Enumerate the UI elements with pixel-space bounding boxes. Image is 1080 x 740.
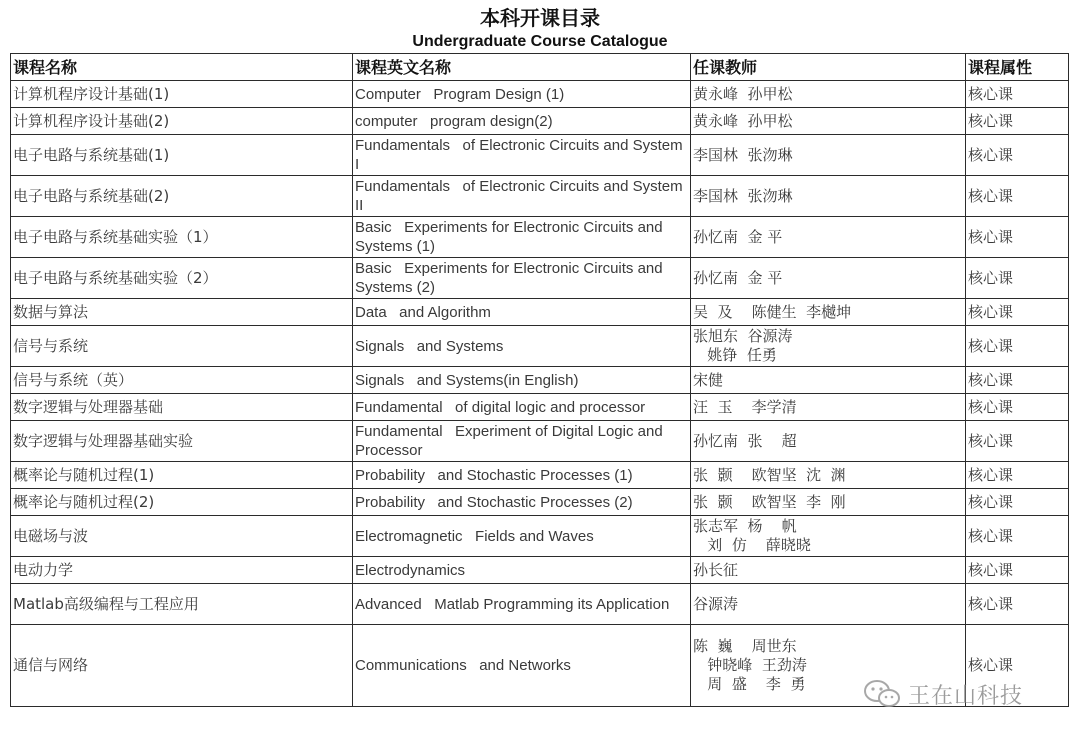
teacher-line: 孙忆南 金 平 bbox=[693, 227, 783, 246]
teacher-line: 周 盛 李 勇 bbox=[693, 675, 806, 693]
course-name-cell: Matlab高级编程与工程应用 bbox=[11, 584, 353, 625]
teacher-line: 张 颢 欧智坚 沈 渊 bbox=[693, 465, 846, 484]
teacher-line: 钟晓峰 王劲涛 bbox=[693, 656, 807, 674]
teacher-cell bbox=[691, 81, 966, 108]
teacher-line: 李国林 张沕琳 bbox=[693, 145, 793, 164]
table-row bbox=[11, 516, 1069, 557]
teacher-line: 黄永峰 孙甲松 bbox=[693, 111, 793, 130]
course-attribute-cell: 核心课 bbox=[966, 462, 1069, 489]
course-english-name-cell: Signals and Systems bbox=[353, 326, 691, 367]
course-attribute-cell: 核心课 bbox=[966, 326, 1069, 367]
page-title: 本科开课目录 bbox=[480, 6, 600, 30]
teacher-line: 陈 巍 周世东 bbox=[693, 637, 797, 655]
course-english-name-cell: Fundamentals of Electronic Circuits and System I bbox=[353, 135, 691, 176]
teacher-line: 张 颢 欧智坚 李 刚 bbox=[693, 492, 846, 511]
header-attribute: 课程属性 bbox=[966, 54, 1069, 81]
course-english-name-cell: Computer Program Design (1) bbox=[353, 81, 691, 108]
course-table-body bbox=[11, 81, 1069, 707]
teacher-cell bbox=[691, 557, 966, 584]
course-english-name-cell: Electrodynamics bbox=[353, 557, 691, 584]
course-name-cell: 概率论与随机过程(1) bbox=[11, 462, 353, 489]
teacher-line: 孙忆南 张 超 bbox=[693, 431, 797, 450]
course-english-name-cell: Fundamental of digital logic and processor bbox=[353, 394, 691, 421]
teacher-line: 张旭东 谷源涛 bbox=[693, 327, 793, 345]
course-table bbox=[10, 53, 1069, 707]
teacher-line: 谷源涛 bbox=[693, 594, 739, 613]
table-row bbox=[11, 489, 1069, 516]
course-attribute-cell: 核心课 bbox=[966, 176, 1069, 217]
teacher-line: 汪 玉 李学清 bbox=[693, 397, 797, 416]
teacher-cell bbox=[691, 489, 966, 516]
course-name-cell: 数字逻辑与处理器基础实验 bbox=[11, 421, 353, 462]
course-name-cell: 电子电路与系统基础(2) bbox=[11, 176, 353, 217]
teacher-cell bbox=[691, 135, 966, 176]
teacher-cell bbox=[691, 584, 966, 625]
course-english-name-cell: Basic Experiments for Electronic Circuits and Systems (1) bbox=[353, 217, 691, 258]
course-name-cell: 电动力学 bbox=[11, 557, 353, 584]
course-name-cell: 电子电路与系统基础实验（1） bbox=[11, 217, 353, 258]
course-attribute-cell: 核心课 bbox=[966, 367, 1069, 394]
table-row bbox=[11, 394, 1069, 421]
course-attribute-cell: 核心课 bbox=[966, 516, 1069, 557]
teacher-cell bbox=[691, 394, 966, 421]
course-attribute-cell: 核心课 bbox=[966, 299, 1069, 326]
teacher-cell bbox=[691, 367, 966, 394]
course-attribute-cell: 核心课 bbox=[966, 584, 1069, 625]
course-attribute-cell: 核心课 bbox=[966, 258, 1069, 299]
course-english-name-cell: Probability and Stochastic Processes (2) bbox=[353, 489, 691, 516]
course-name-cell: 电子电路与系统基础实验（2） bbox=[11, 258, 353, 299]
teacher-cell bbox=[691, 326, 966, 367]
teacher-cell bbox=[691, 421, 966, 462]
course-attribute-cell: 核心课 bbox=[966, 489, 1069, 516]
table-row bbox=[11, 462, 1069, 489]
course-english-name-cell: Advanced Matlab Programming its Application bbox=[353, 584, 691, 625]
header-teacher: 任课教师 bbox=[691, 54, 966, 81]
header-english-name: 课程英文名称 bbox=[353, 54, 691, 81]
teacher-line: 李国林 张沕琳 bbox=[693, 186, 793, 205]
course-attribute-cell: 核心课 bbox=[966, 394, 1069, 421]
course-name-cell: 信号与系统 bbox=[11, 326, 353, 367]
course-english-name-cell: Data and Algorithm bbox=[353, 299, 691, 326]
teacher-line: 孙长征 bbox=[693, 560, 739, 579]
course-name-cell: 数字逻辑与处理器基础 bbox=[11, 394, 353, 421]
teacher-line: 姚铮 任勇 bbox=[693, 346, 777, 364]
course-name-cell: 电磁场与波 bbox=[11, 516, 353, 557]
teacher-line: 刘 仿 薛晓晓 bbox=[693, 536, 811, 554]
course-name-cell: 通信与网络 bbox=[11, 625, 353, 707]
course-name-cell: 电子电路与系统基础(1) bbox=[11, 135, 353, 176]
teacher-line: 宋健 bbox=[693, 370, 724, 389]
table-row bbox=[11, 176, 1069, 217]
table-row bbox=[11, 135, 1069, 176]
table-row bbox=[11, 584, 1069, 625]
course-english-name-cell: Probability and Stochastic Processes (1) bbox=[353, 462, 691, 489]
watermark-text: 王在山科技 bbox=[908, 683, 1024, 709]
teacher-cell bbox=[691, 462, 966, 489]
course-english-name-cell: Signals and Systems(in English) bbox=[353, 367, 691, 394]
table-row bbox=[11, 367, 1069, 394]
table-row bbox=[11, 81, 1069, 108]
teacher-cell bbox=[691, 299, 966, 326]
course-english-name-cell: Fundamental Experiment of Digital Logic and Processor bbox=[353, 421, 691, 462]
teacher-line: 张志军 杨 帆 bbox=[693, 517, 797, 535]
table-row bbox=[11, 299, 1069, 326]
header-row bbox=[11, 54, 1069, 81]
teacher-cell bbox=[691, 108, 966, 135]
teacher-line: 吴 及 陈健生 李樾坤 bbox=[693, 302, 852, 321]
teacher-cell bbox=[691, 217, 966, 258]
teacher-cell bbox=[691, 258, 966, 299]
table-row bbox=[11, 258, 1069, 299]
teacher-cell bbox=[691, 176, 966, 217]
teacher-line: 黄永峰 孙甲松 bbox=[693, 84, 793, 103]
course-english-name-cell: Fundamentals of Electronic Circuits and System II bbox=[353, 176, 691, 217]
table-row bbox=[11, 217, 1069, 258]
course-attribute-cell: 核心课 bbox=[966, 421, 1069, 462]
course-attribute-cell: 核心课 bbox=[966, 81, 1069, 108]
course-attribute-cell: 核心课 bbox=[966, 217, 1069, 258]
course-name-cell: 信号与系统（英） bbox=[11, 367, 353, 394]
table-row bbox=[11, 108, 1069, 135]
wechat-icon bbox=[862, 678, 902, 710]
page-subtitle: Undergraduate Course Catalogue bbox=[412, 33, 668, 50]
teacher-cell bbox=[691, 516, 966, 557]
course-english-name-cell: Electromagnetic Fields and Waves bbox=[353, 516, 691, 557]
teacher-line: 孙忆南 金 平 bbox=[693, 268, 783, 287]
table-row bbox=[11, 421, 1069, 462]
course-name-cell: 数据与算法 bbox=[11, 299, 353, 326]
course-attribute-cell: 核心课 bbox=[966, 557, 1069, 584]
course-english-name-cell: Basic Experiments for Electronic Circuits and Systems (2) bbox=[353, 258, 691, 299]
course-attribute-cell: 核心课 bbox=[966, 625, 1069, 707]
course-attribute-cell: 核心课 bbox=[966, 108, 1069, 135]
table-row bbox=[11, 326, 1069, 367]
table-row bbox=[11, 557, 1069, 584]
course-english-name-cell: Communications and Networks bbox=[353, 625, 691, 707]
course-attribute-cell: 核心课 bbox=[966, 135, 1069, 176]
header-course-name: 课程名称 bbox=[11, 54, 353, 81]
course-english-name-cell: computer program design(2) bbox=[353, 108, 691, 135]
course-name-cell: 概率论与随机过程(2) bbox=[11, 489, 353, 516]
watermark bbox=[862, 676, 1023, 712]
course-name-cell: 计算机程序设计基础(1) bbox=[11, 81, 353, 108]
course-name-cell: 计算机程序设计基础(2) bbox=[11, 108, 353, 135]
